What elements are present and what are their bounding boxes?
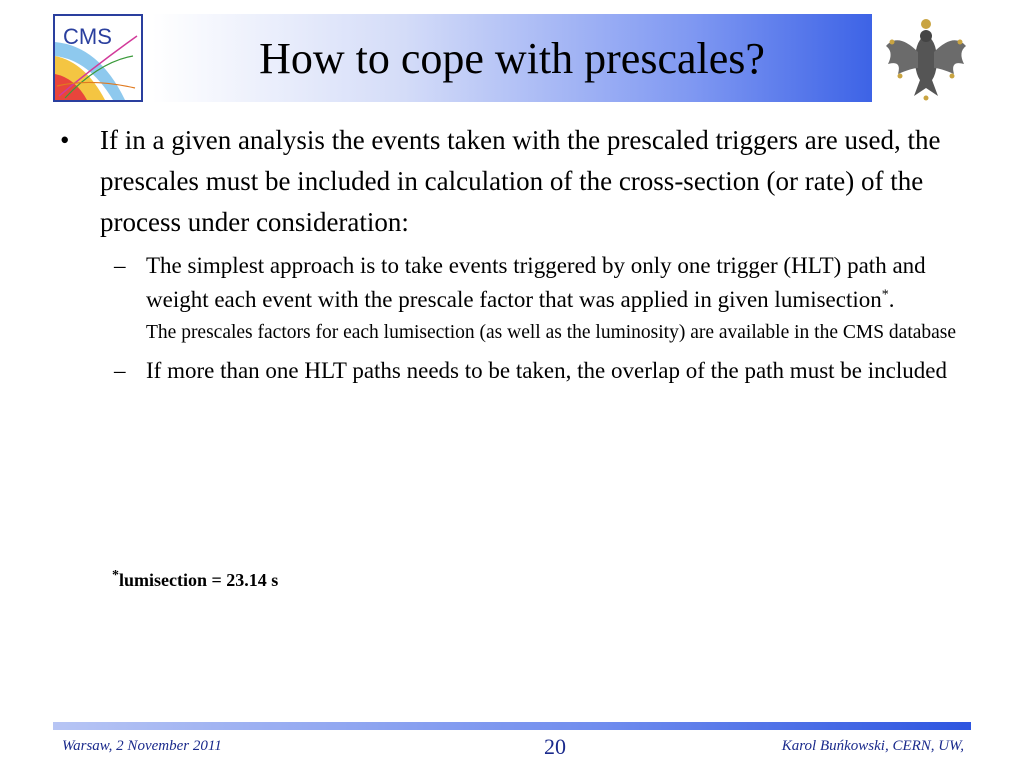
sub-bullet-tail: . [888, 287, 895, 312]
cms-logo [53, 14, 143, 102]
cms-logo-graphic [55, 16, 141, 100]
footer-divider [53, 722, 971, 730]
sub-bullet-item [60, 354, 960, 388]
footnote-marker: * [112, 568, 119, 583]
footer-date: Warsaw, 2 November 2011 [62, 738, 222, 754]
sub-bullet-marker: – [114, 253, 126, 278]
sub-bullet-marker: – [114, 358, 126, 383]
footnote-reference: * [881, 287, 889, 303]
footnote-text: lumisection = 23.14 s [119, 570, 279, 590]
sub-bullet-text: The simplest approach is to take events triggered by only one trigger (HLT) path and weight each event with the prescale factor that was applied in given lumisection [146, 253, 926, 312]
bullet-marker: • [60, 125, 70, 155]
page-number: 20 [544, 734, 566, 759]
sub-bullet-text: If more than one HLT paths needs to be taken, the overlap of the path must be included [146, 358, 947, 383]
title-bar [152, 14, 872, 102]
eagle-icon [880, 12, 972, 104]
slide-content [60, 120, 960, 388]
sub-bullet-item [60, 249, 960, 348]
footer-author: Karol Buńkowski, CERN, UW, [781, 738, 964, 754]
bullet-text: If in a given analysis the events taken with the prescaled triggers are used, the prescales must be included in calculation of the cross-section (or rate) of the process under consideration: [100, 125, 941, 237]
bullet-item [60, 120, 960, 243]
university-eagle-emblem [880, 12, 972, 104]
footnote [112, 568, 278, 591]
sub-bullet-note: The prescales factors for each lumisection (as well as the luminosity) are available in the CMS database [146, 322, 957, 343]
logo-text: CMS [63, 24, 112, 49]
slide-title: How to cope with prescales? [259, 34, 765, 83]
